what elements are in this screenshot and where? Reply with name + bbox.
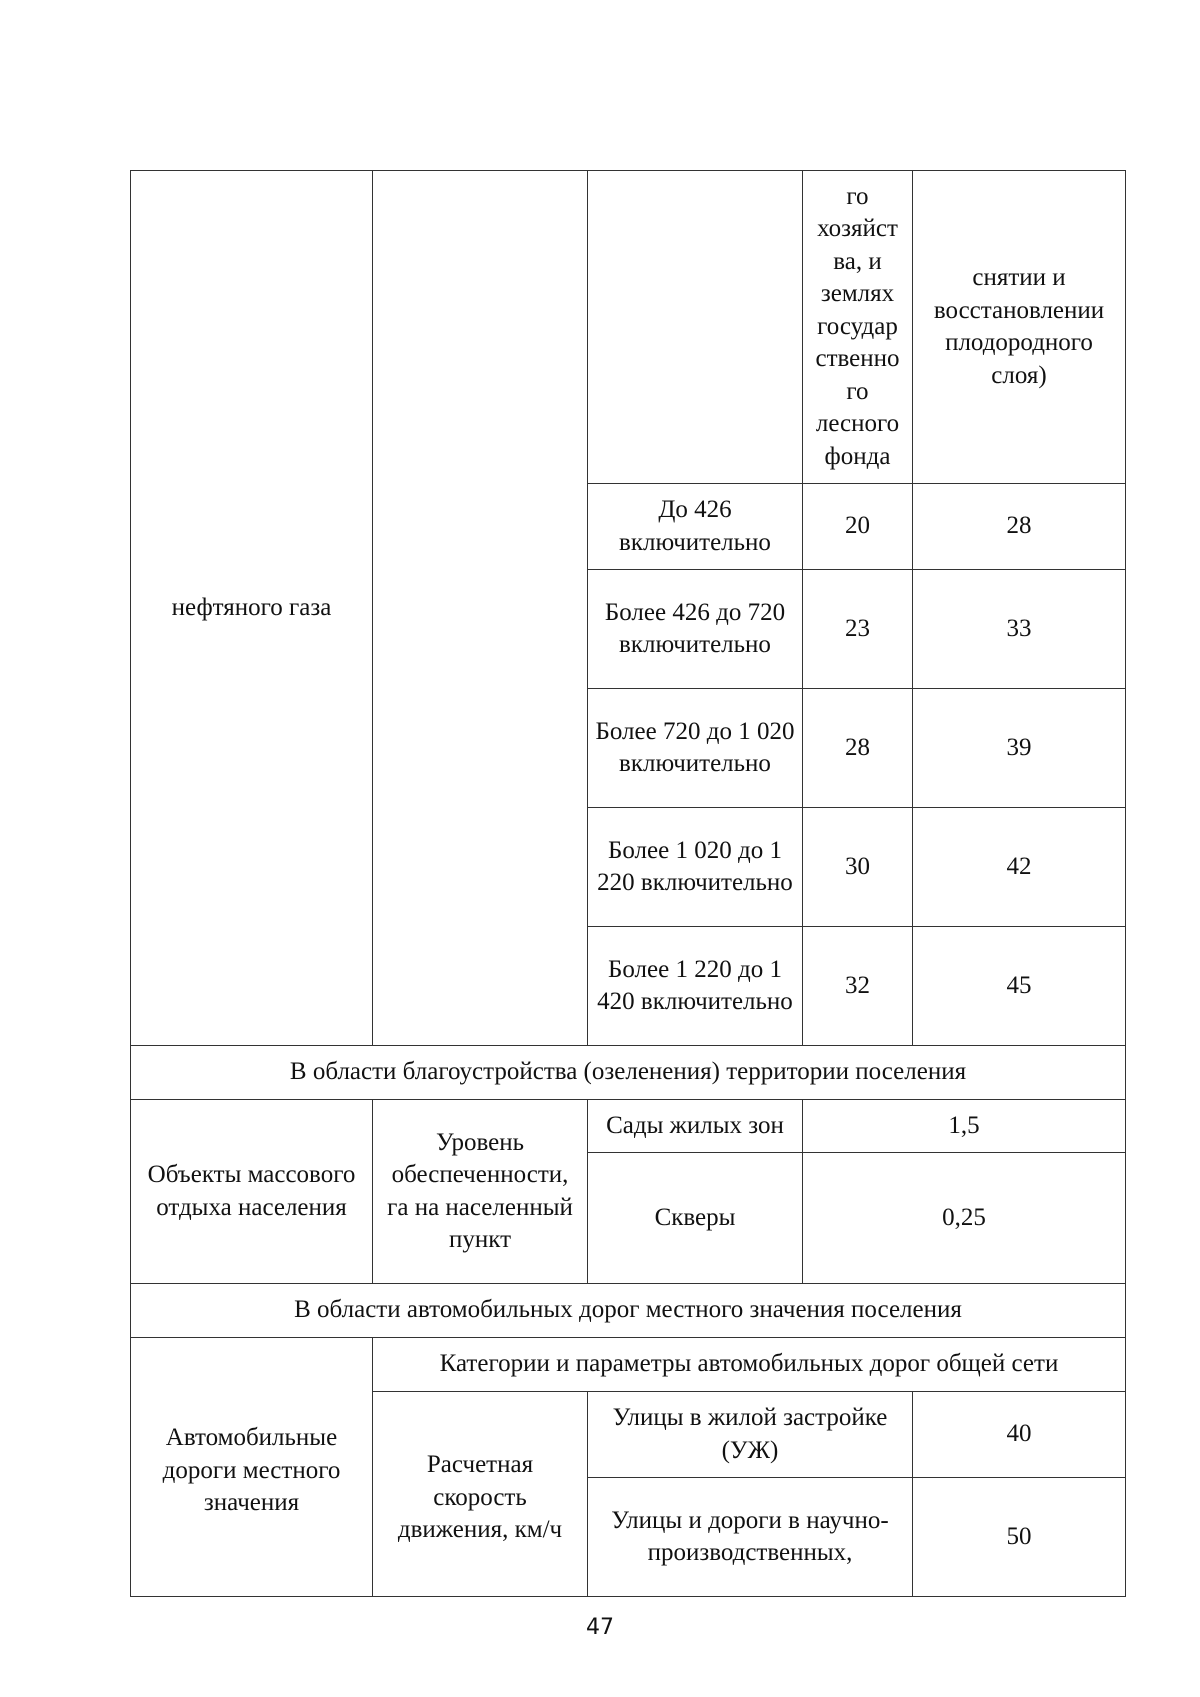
section-title-landscaping: В области благоустройства (озеленения) территории поселения bbox=[131, 1046, 1126, 1100]
soil-note-cell: снятии и восстановлении плодородного слоя) bbox=[913, 171, 1126, 484]
forest-value-cell: 30 bbox=[803, 808, 913, 927]
forest-value-cell: 32 bbox=[803, 927, 913, 1046]
forest-value-cell: 23 bbox=[803, 570, 913, 689]
landscaping-type-cell: Сады жилых зон bbox=[588, 1100, 803, 1153]
soil-value-cell: 39 bbox=[913, 689, 1126, 808]
diameter-cell: До 426 включительно bbox=[588, 484, 803, 570]
empty-indicator-cell bbox=[373, 171, 588, 1046]
table-row bbox=[131, 1284, 1126, 1338]
landscaping-value-cell: 0,25 bbox=[803, 1153, 1126, 1284]
table-row bbox=[131, 1100, 1126, 1153]
roads-type-cell: Улицы и дороги в научно-производственных, bbox=[588, 1478, 913, 1597]
diameter-cell: Более 426 до 720 включительно bbox=[588, 570, 803, 689]
landscaping-object-cell: Объекты массового отдыха населения bbox=[131, 1100, 373, 1284]
table-row bbox=[131, 1338, 1126, 1392]
soil-value-cell: 28 bbox=[913, 484, 1126, 570]
table-row bbox=[131, 171, 1126, 484]
landscaping-value-cell: 1,5 bbox=[803, 1100, 1126, 1153]
page-number: 47 bbox=[586, 1615, 614, 1640]
soil-value-cell: 45 bbox=[913, 927, 1126, 1046]
empty-diameter-cell bbox=[588, 171, 803, 484]
soil-value-cell: 33 bbox=[913, 570, 1126, 689]
object-name-cell: нефтяного газа bbox=[131, 171, 373, 1046]
section-title-roads: В области автомобильных дорог местного значения поселения bbox=[131, 1284, 1126, 1338]
roads-type-cell: Улицы в жилой застройке (УЖ) bbox=[588, 1392, 913, 1478]
roads-object-cell: Автомобильные дороги местного значения bbox=[131, 1338, 373, 1597]
roads-value-cell: 50 bbox=[913, 1478, 1126, 1597]
forest-value-cell: 28 bbox=[803, 689, 913, 808]
diameter-cell: Более 1 220 до 1 420 включительно bbox=[588, 927, 803, 1046]
landscaping-type-cell: Скверы bbox=[588, 1153, 803, 1284]
forest-note-cell: го хозяйст ва, и землях государ ственно го лесного фонда bbox=[803, 171, 913, 484]
diameter-cell: Более 1 020 до 1 220 включительно bbox=[588, 808, 803, 927]
forest-value-cell: 20 bbox=[803, 484, 913, 570]
standards-table bbox=[130, 170, 1126, 1597]
roads-category-header: Категории и параметры автомобильных дорог общей сети bbox=[373, 1338, 1126, 1392]
roads-value-cell: 40 bbox=[913, 1392, 1126, 1478]
soil-value-cell: 42 bbox=[913, 808, 1126, 927]
landscaping-indicator-cell: Уровень обеспеченности, га на населенный пункт bbox=[373, 1100, 588, 1284]
table-row bbox=[131, 1046, 1126, 1100]
roads-indicator-cell: Расчетная скорость движения, км/ч bbox=[373, 1392, 588, 1597]
diameter-cell: Более 720 до 1 020 включительно bbox=[588, 689, 803, 808]
